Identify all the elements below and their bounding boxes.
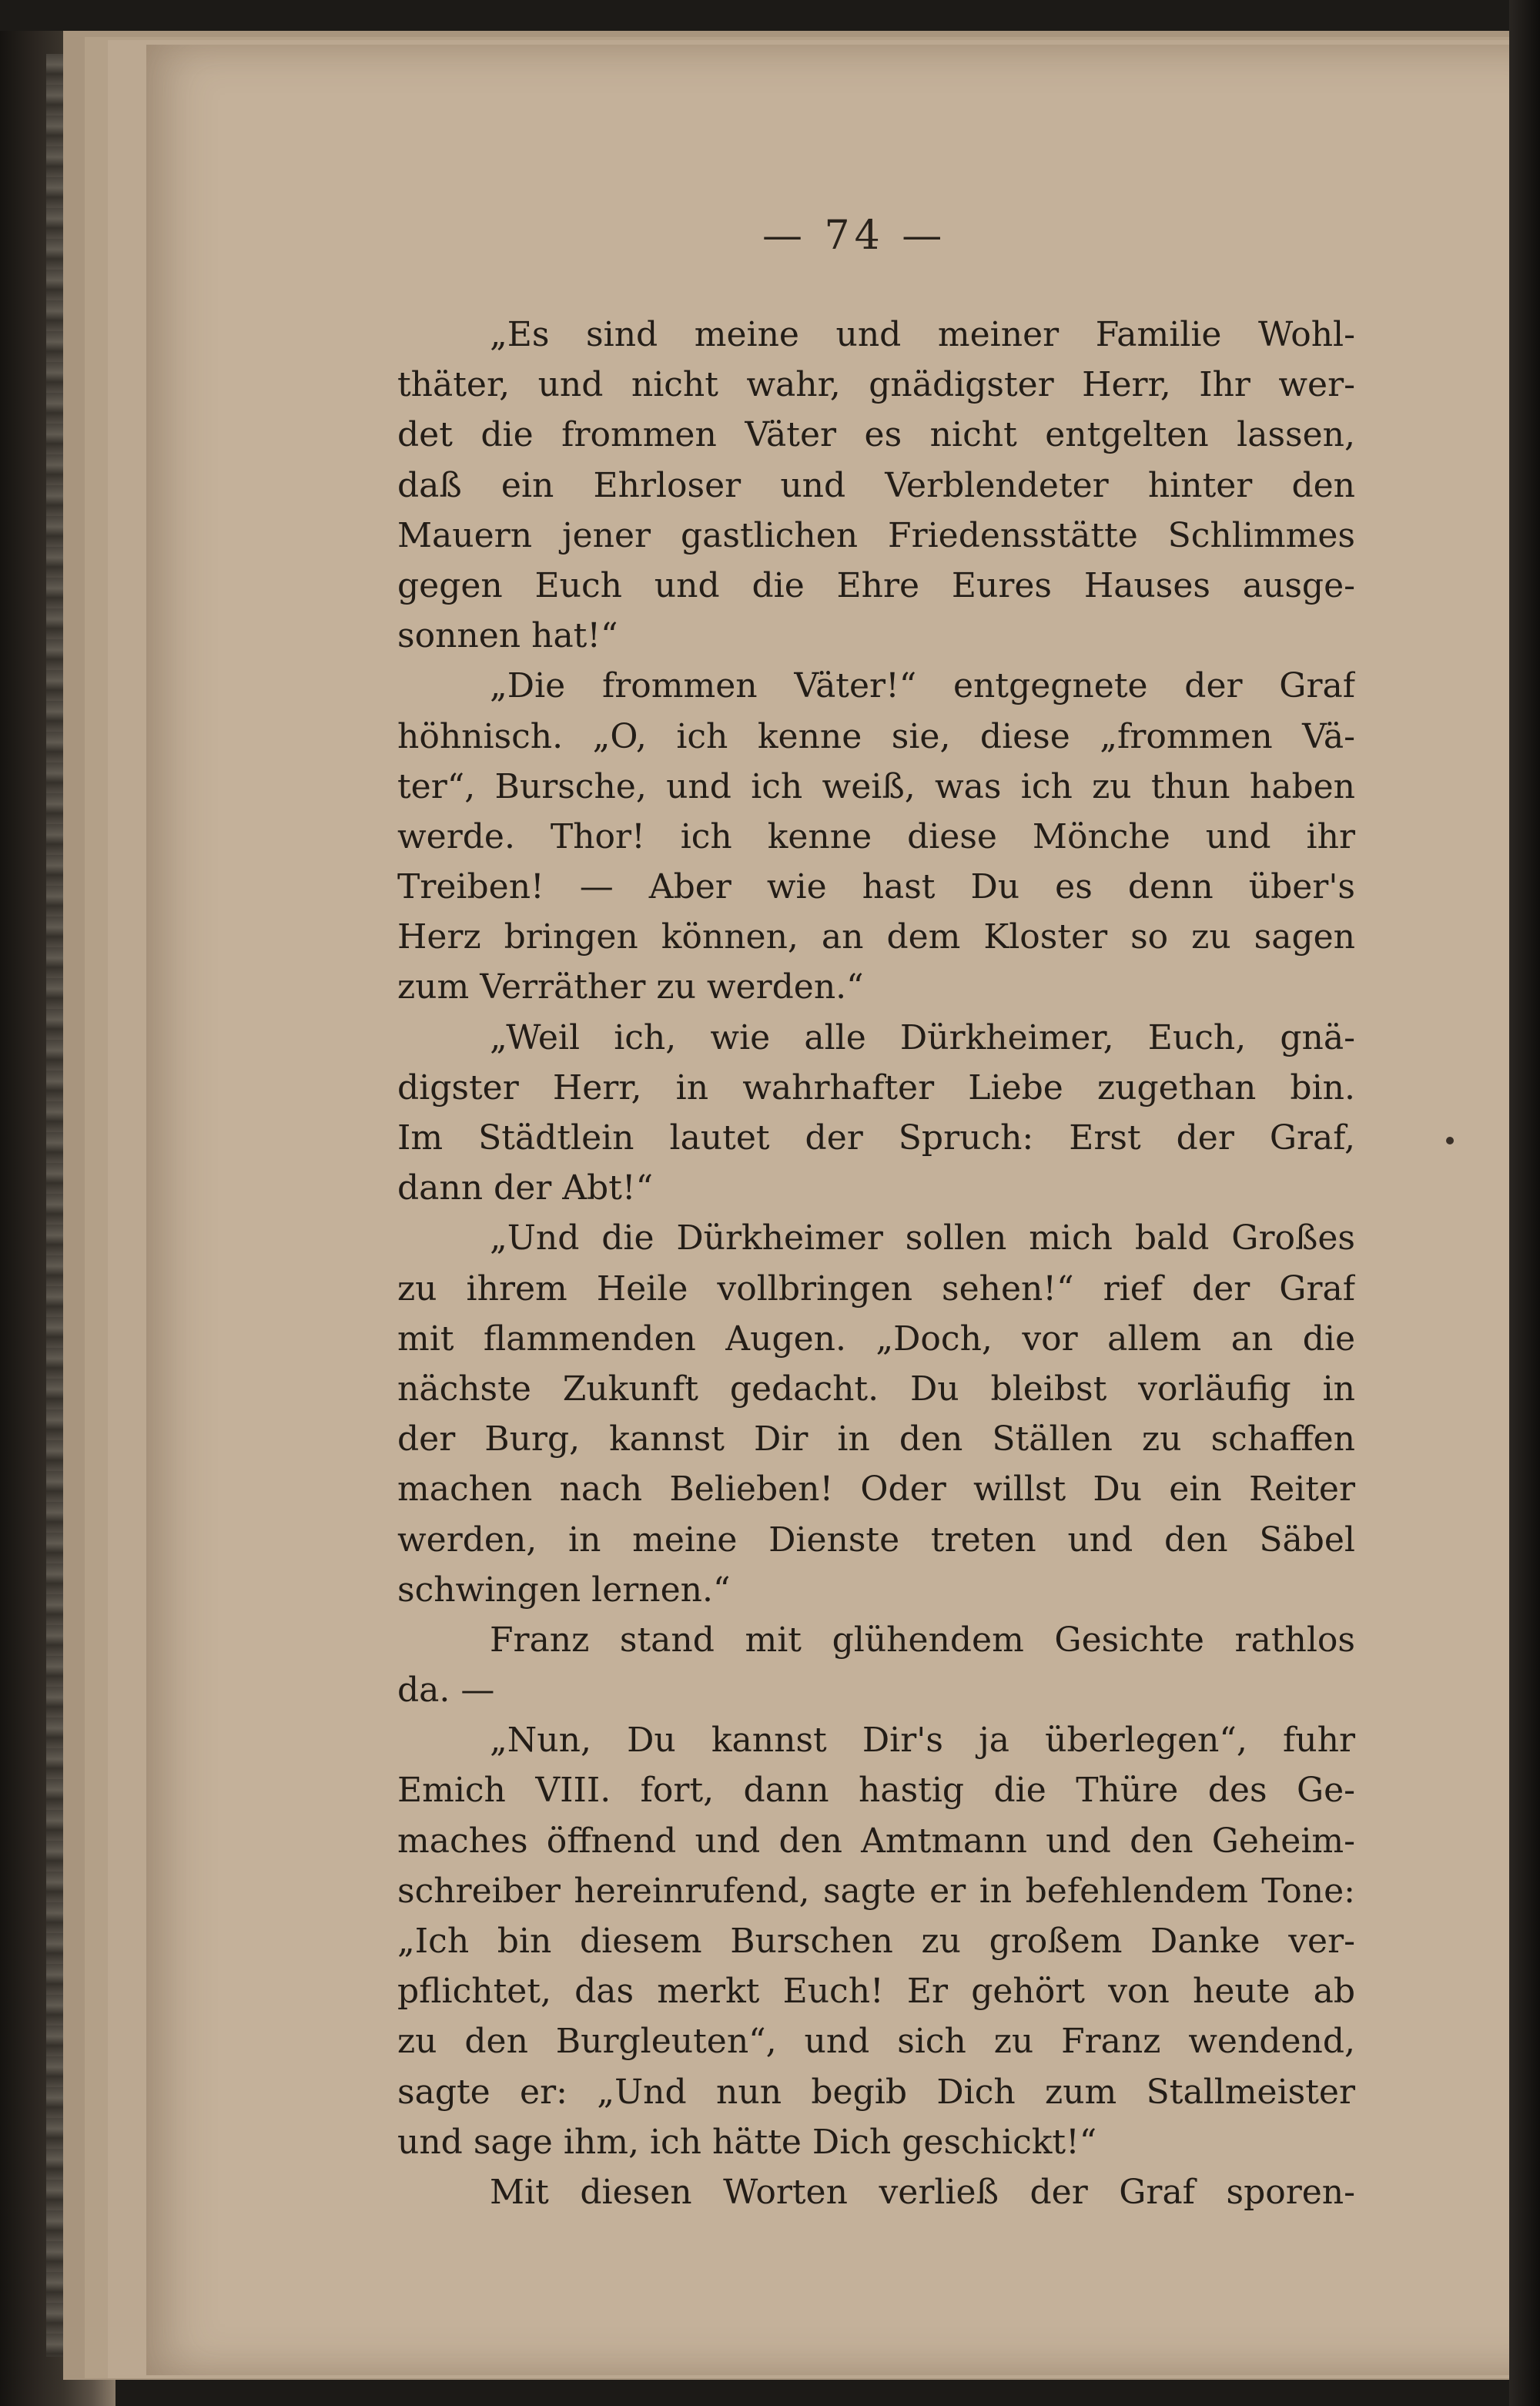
- text-line: „Es sind meine und meiner Familie Wohl-: [490, 315, 1355, 354]
- text-line: schwingen lernen.“: [397, 1570, 731, 1610]
- text-line: dann der Abt!“: [397, 1168, 654, 1208]
- text-line: ter“, Bursche, und ich weiß, was ich zu thun haben: [397, 766, 1355, 806]
- text-line: und sage ihm, ich hätte Dich geschickt!“: [397, 2122, 1097, 2162]
- text-line: „Die frommen Väter!“ entgegnete der Graf: [490, 666, 1355, 706]
- text-line: thäter, und nicht wahr, gnädigster Herr, Ihr wer-: [397, 365, 1355, 405]
- text-line: Mauern jener gastlichen Friedensstätte Schlimmes: [397, 515, 1355, 555]
- page-number: — 74 —: [762, 213, 947, 259]
- text-line: gegen Euch und die Ehre Eures Hauses ausge-: [397, 565, 1355, 605]
- text-line: da. —: [397, 1670, 495, 1711]
- text-line: digster Herr, in wahrhafter Liebe zugethan bin.: [397, 1067, 1355, 1107]
- text-line: Emich VIII. fort, dann hastig die Thüre des Ge-: [397, 1771, 1355, 1811]
- text-line: zum Verräther zu werden.“: [397, 967, 864, 1007]
- text-line: det die frommen Väter es nicht entgelten lassen,: [397, 415, 1355, 455]
- scan-top-border: [0, 0, 1540, 31]
- text-line: zu ihrem Heile vollbringen sehen!“ rief der Graf: [397, 1268, 1355, 1309]
- text-line: sonnen hat!“: [397, 616, 618, 656]
- text-line: Mit diesen Worten verließ der Graf sporen-: [490, 2172, 1355, 2212]
- text-line: nächste Zukunft gedacht. Du bleibst vorläufig in: [397, 1369, 1355, 1409]
- text-line: mit flammenden Augen. „Doch, vor allem an die: [397, 1319, 1355, 1359]
- text-line: pflichtet, das merkt Euch! Er gehört von heute ab: [397, 1972, 1355, 2012]
- text-line: „Weil ich, wie alle Dürkheimer, Euch, gnä-: [490, 1017, 1355, 1057]
- text-line: der Burg, kannst Dir in den Ställen zu schaffen: [397, 1419, 1355, 1459]
- spine-binding-edge: [46, 54, 63, 2357]
- text-line: schreiber hereinrufend, sagte er in befehlendem Tone:: [397, 1871, 1355, 1911]
- text-line: „Ich bin diesem Burschen zu großem Danke ver-: [397, 1922, 1355, 1961]
- body-text: [397, 310, 1355, 2217]
- text-line: Treiben! — Aber wie hast Du es denn über's: [397, 867, 1355, 907]
- text-line: sagte er: „Und nun begib Dich zum Stallmeister: [397, 2072, 1355, 2112]
- text-line: werde. Thor! ich kenne diese Mönche und ihr: [397, 816, 1355, 856]
- text-line: werden, in meine Dienste treten und den Säbel: [397, 1520, 1355, 1560]
- text-line: Im Städtlein lautet der Spruch: Erst der Graf,: [397, 1118, 1355, 1158]
- ink-spot: [1446, 1137, 1454, 1144]
- text-line: Herz bringen können, an dem Kloster so zu sagen: [397, 917, 1355, 957]
- text-line: maches öffnend und den Amtmann und den Geheim-: [397, 1821, 1355, 1861]
- text-line: „Nun, Du kannst Dir's ja überlegen“, fuhr: [490, 1721, 1355, 1761]
- text-line: Franz stand mit glühendem Gesichte rathlos: [490, 1620, 1355, 1660]
- text-line: „Und die Dürkheimer sollen mich bald Großes: [490, 1218, 1355, 1258]
- text-line: daß ein Ehrloser und Verblendeter hinter den: [397, 465, 1355, 505]
- scan-right-border: [1509, 0, 1540, 2406]
- text-line: höhnisch. „O, ich kenne sie, diese „frommen Vä-: [397, 716, 1355, 756]
- text-line: zu den Burgleuten“, und sich zu Franz wendend,: [397, 2022, 1355, 2062]
- text-line: machen nach Belieben! Oder willst Du ein Reiter: [397, 1469, 1355, 1510]
